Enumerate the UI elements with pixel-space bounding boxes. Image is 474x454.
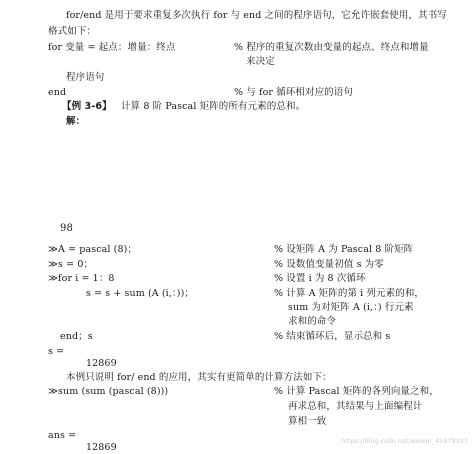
page-number: 98 [60, 223, 73, 234]
syntax-for-comment-2: 来决定 [246, 56, 275, 67]
intro-line-2: 格式如下： [48, 26, 97, 37]
alt-code: ≫sum (sum (pascal (8))) [48, 386, 169, 397]
example-heading [62, 101, 305, 113]
alt-comment-3: 算相一致 [288, 416, 327, 427]
code-comment-5: sum 为对矩阵 A (i,：) 行元素 [288, 302, 414, 313]
output1-label: s = [48, 346, 65, 357]
alt-comment-2: 再求总和，其结果与上面编程计 [288, 401, 423, 412]
code-comment-3: % 设置 i 为 8 次循环 [274, 273, 366, 284]
code-line-1: ≫A = pascal (8)； [48, 244, 138, 255]
code-comment-6: 求和的命令 [288, 316, 337, 327]
intro-line-1: for/end 是用于要求重复多次执行 for 与 end 之间的程序语句，它允许嵌套使用，其书写 [66, 10, 447, 21]
syntax-body-line: 程序语句 [66, 72, 105, 83]
alt-comment-1: % 计算 Pascal 矩阵的各列向量之和， [274, 386, 439, 397]
output2-label: ans = [48, 430, 77, 441]
code-comment-4: % 计算 A 矩阵的第 i 列元素的和， [274, 288, 425, 299]
code-comment-7: % 结束循环后，显示总和 s [274, 331, 391, 342]
example-text: 计算 8 阶 Pascal 矩阵的所有元素的总和。 [121, 101, 306, 112]
code-line-4: s = s + sum (A (i,：))； [86, 288, 194, 299]
watermark-text: https://blog.csdn.net/weixin_45979327 [341, 437, 468, 445]
code-comment-1: % 设矩阵 A 为 Pascal 8 阶矩阵 [274, 244, 414, 255]
example-solution: 解： [66, 116, 86, 127]
syntax-for-comment-1: % 程序的重复次数由变量的起点、终点和增量 [234, 42, 429, 53]
code-comment-2: % 设数值变量初值 s 为零 [274, 259, 384, 270]
code-line-7: end；s [60, 331, 93, 342]
code-line-3: ≫for i = 1：8 [48, 273, 115, 284]
example-label: 【例 3-6】 [62, 101, 112, 112]
note-line: 本例只说明 for/ end 的应用，其实有更简单的计算方法如下： [66, 372, 332, 383]
syntax-end-comment: % 与 for 循环相对应的语句 [234, 87, 353, 98]
output2-value: 12869 [86, 442, 117, 453]
code-line-2: ≫s = 0； [48, 259, 94, 270]
syntax-end-line: end [48, 87, 67, 98]
output1-value: 12869 [86, 358, 117, 369]
syntax-for-line: for 变量 = 起点：增量：终点 [48, 42, 176, 53]
